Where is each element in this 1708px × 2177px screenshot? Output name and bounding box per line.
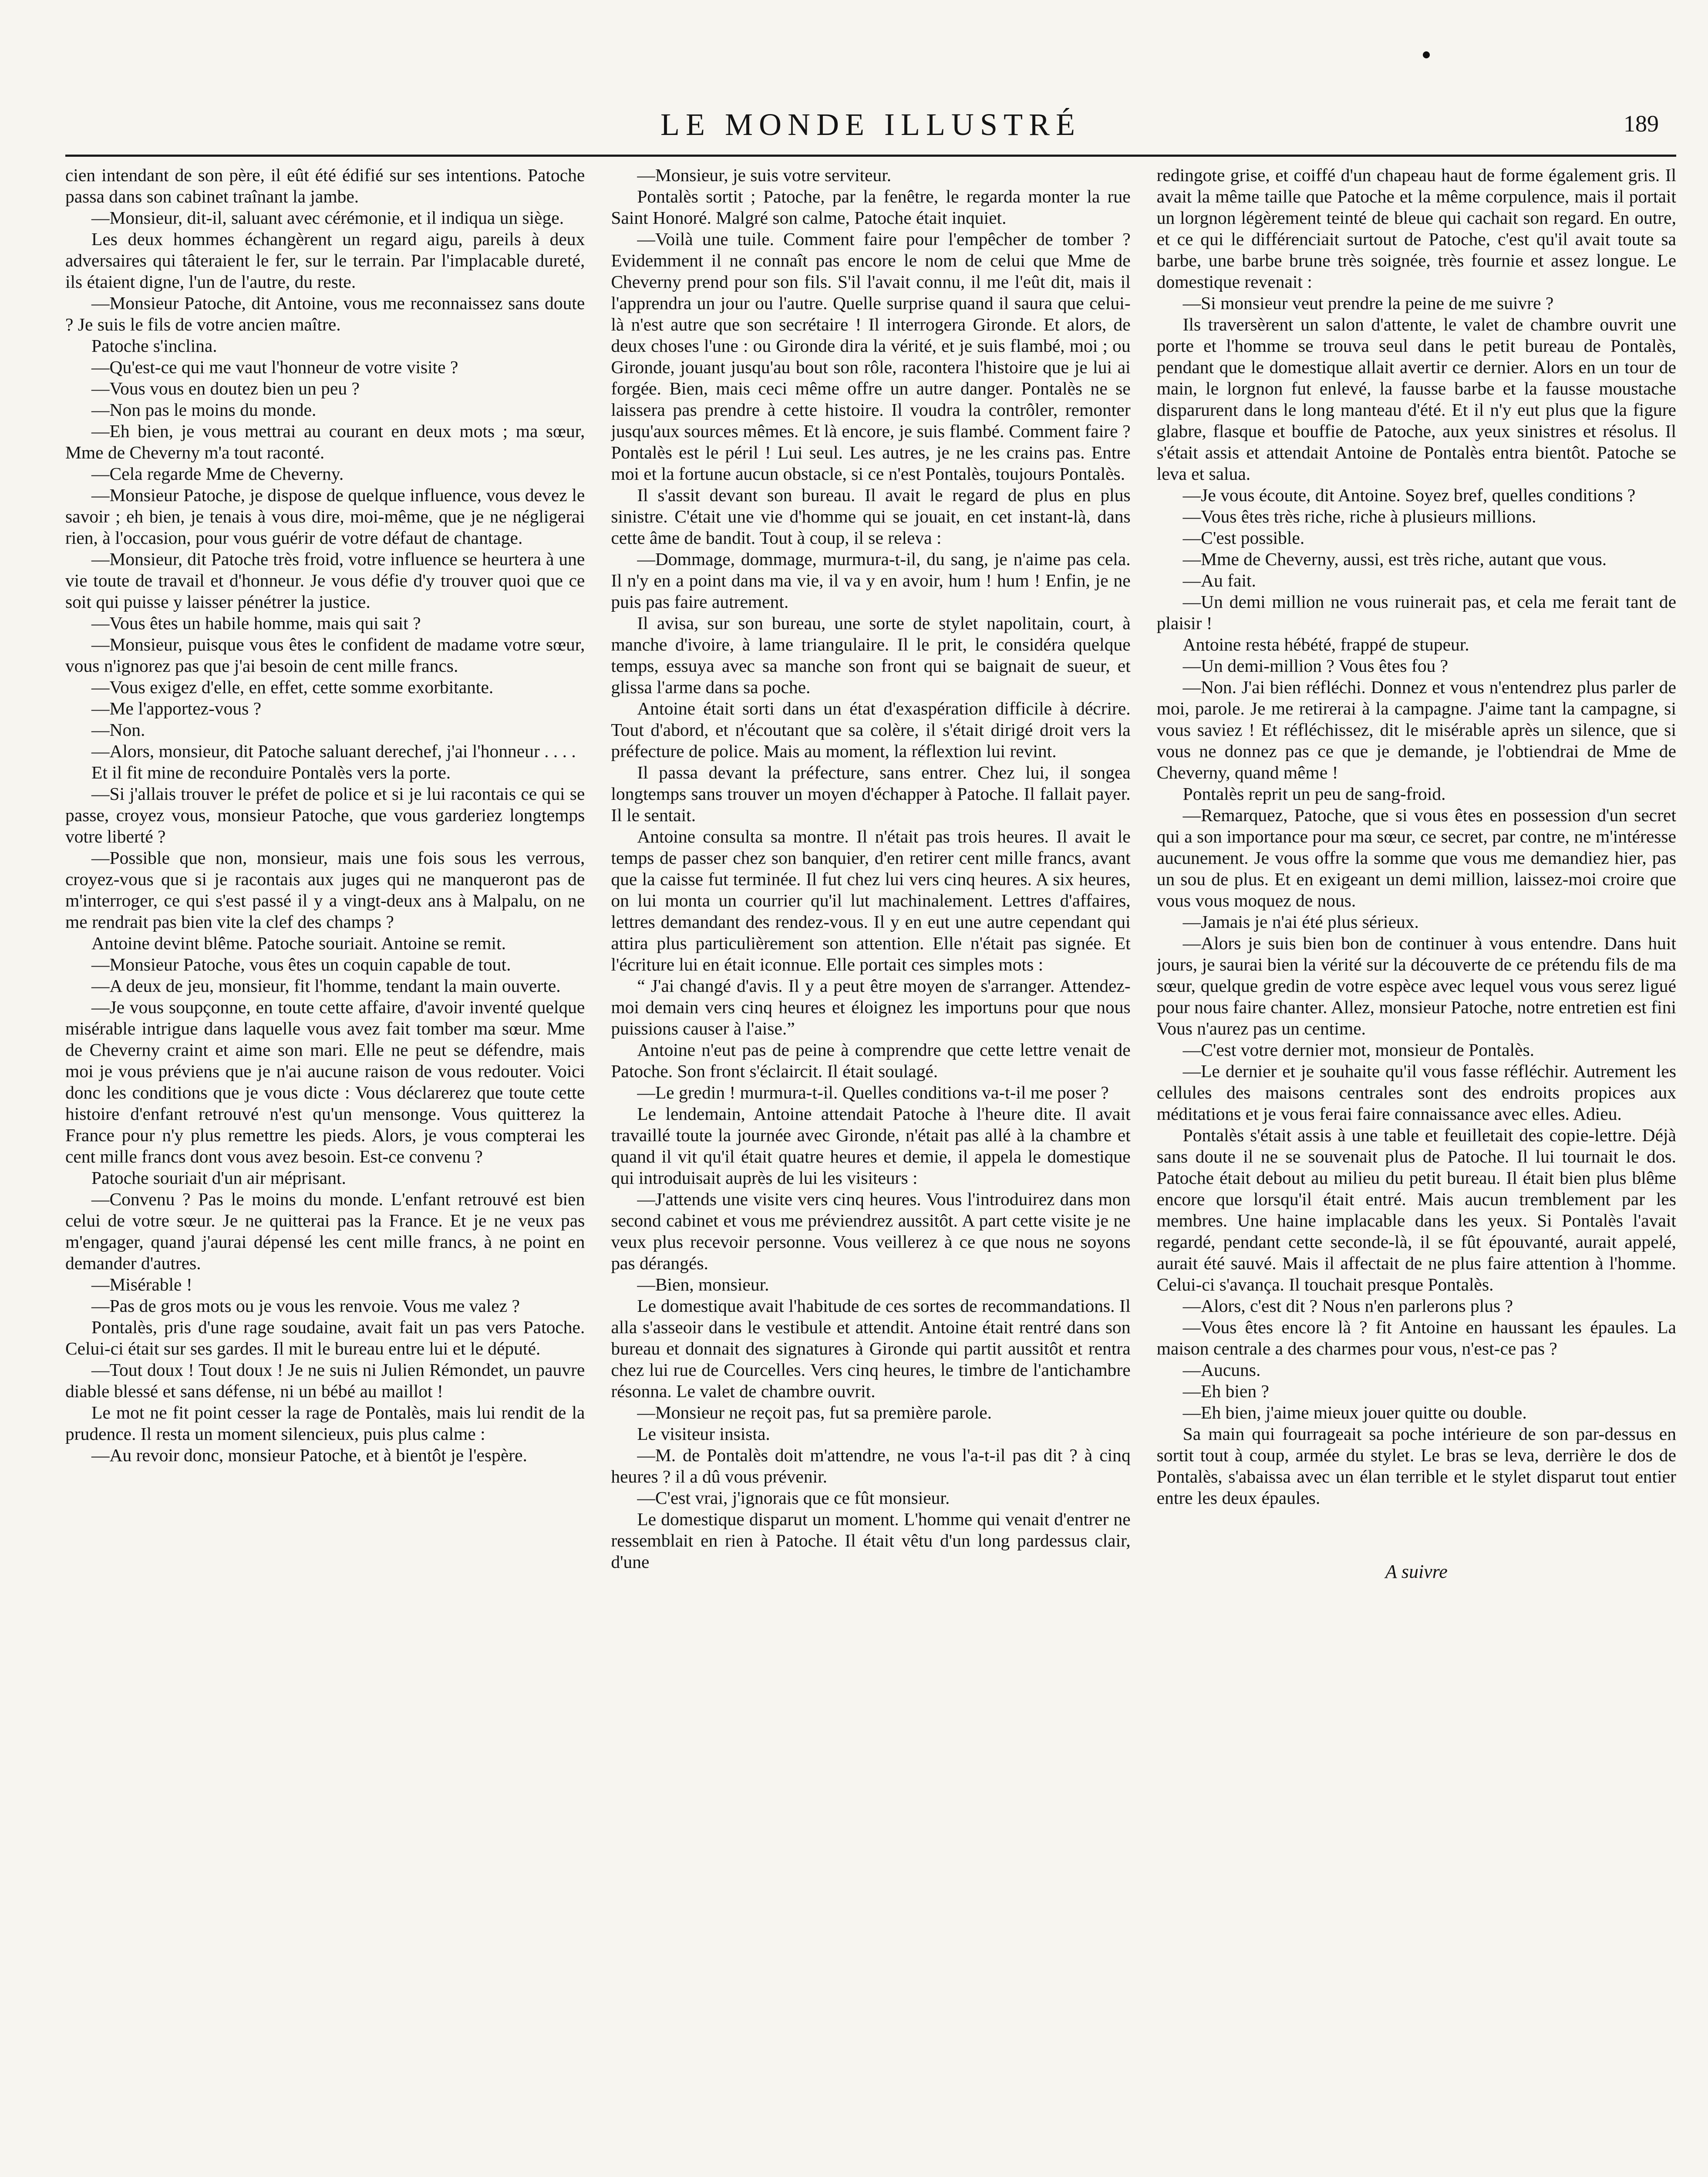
paragraph: —Eh bien, j'aime mieux jouer quitte ou double. [1182,1402,1527,1422]
column-1 [65,165,585,2177]
paragraph: —Vous êtes encore là ? fit Antoine en haussant les épaules. La maison centrale a des charmes pour vous, n'est-ce pas ? [1156,1317,1676,1358]
ink-speck [1423,51,1430,58]
paragraph: —Voilà une tuile. Comment faire pour l'empêcher de tomber ? Evidemment il ne connaît pas encore le nom de celui que Mme de Cheverny prend pour son fils. S'il l'avait connu, il me l'eût dit, mais il l'apprendra un jour ou l'autre. Quelle surprise quand il saura que celui-là n'est autre que son secrétaire ! Il interrogera Gironde. Et alors, de deux choses l'une : ou Gironde dira la vérité, et je suis flambé, moi ; ou Gironde, jouant jusqu'au bout son rôle, racontera l'histoire que je lui ai forgée. Bien, mais ceci même offre un autre danger. Pontalès ne se laissera pas prendre à cette histoire. Il voudra la contrôler, remonter jusqu'aux sources mêmes. Et là encore, je suis flambé. Comment faire ? Pontalès est le péril ! Lui seul. Les autres, je ne les crains pas. Entre moi et la fortune aucun obstacle, si ce n'est Pontalès, toujours Pontalès. [611,229,1131,484]
paragraph: “ J'ai changé d'avis. Il y a peut être moyen de s'arranger. Attendez-moi demain vers cinq heures et éloignez les importuns pour que nous puissions causer à l'aise.” [611,976,1131,1038]
paragraph: —A deux de jeu, monsieur, fit l'homme, tendant la main ouverte. [91,976,561,996]
paragraph: —Convenu ? Pas le moins du monde. L'enfant retrouvé est bien celui de votre sœur. Je ne quitterai pas la France. Et je ne veux pas m'engager, quand j'aurai dépensé les cent mille francs, à ne point en demander d'autres. [65,1189,585,1273]
page-number: 189 [1624,111,1659,137]
paragraph: —Mme de Cheverny, aussi, est très riche, autant que vous. [1182,549,1607,569]
paragraph: Patoche s'inclina. [91,336,217,356]
paragraph: —Monsieur, dit-il, saluant avec cérémonie, et il indiqua un siège. [91,208,564,228]
paragraph: —Au fait. [1182,570,1256,590]
paragraph: —Remarquez, Patoche, que si vous êtes en possession d'un secret qui a son importance pour ma sœur, ce secret, par contre, ne m'intéresse aucunement. Je vous offre la somme que vous me demandiez hier, pas un sou de plus. Et en exigeant un demi million, laissez-moi croire que vous vous moquez de nous. [1156,805,1676,910]
column-2 [611,165,1130,2177]
continuation-note: A suivre [1385,1561,1448,1582]
paragraph: —Qu'est-ce qui me vaut l'honneur de votre visite ? [91,357,458,377]
paragraph: —Monsieur, puisque vous êtes le confident de madame votre sœur, vous n'ignorez pas que j'ai besoin de cent mille francs. [65,634,585,676]
paragraph: —Bien, monsieur. [637,1274,769,1294]
paragraph: —Non pas le moins du monde. [91,400,317,420]
paragraph: Il s'assit devant son bureau. Il avait le regard de plus en plus sinistre. C'était une vie d'homme qui se jouait, en cet instant-là, dans cette âme de bandit. Tout à coup, il se releva : [611,485,1131,548]
paragraph: —Monsieur Patoche, dit Antoine, vous me reconnaissez sans doute ? Je suis le fils de votre ancien maître. [65,293,585,334]
paragraph: —Alors, monsieur, dit Patoche saluant derechef, j'ai l'honneur . . . . [91,741,576,761]
paragraph: —Vous exigez d'elle, en effet, cette somme exorbitante. [91,677,494,697]
column-3 [1157,165,1676,2177]
paragraph: —Alors, c'est dit ? Nous n'en parlerons plus ? [1182,1296,1513,1316]
paragraph: Pontalès, pris d'une rage soudaine, avait fait un pas vers Patoche. Celui-ci était sur ses gardes. Il mit le bureau entre lui et le député. [65,1317,585,1358]
text-columns [65,165,1676,2177]
paragraph: —Si j'allais trouver le préfet de police et si je lui racontais ce qui se passe, croyez vous, monsieur Patoche, que vous garderiez longtemps votre liberté ? [65,784,585,846]
paragraph: —Un demi-million ? Vous êtes fou ? [1182,656,1449,676]
paragraph: —J'attends une visite vers cinq heures. Vous l'introduirez dans mon second cabinet et vous me préviendrez aussitôt. A part cette visite je ne veux plus recevoir personne. Vous veillerez à ce que nous ne soyons pas dérangés. [611,1189,1131,1273]
paragraph: Et il fit mine de reconduire Pontalès vers la porte. [91,762,451,782]
paragraph: —Le gredin ! murmura-t-il. Quelles conditions va-t-il me poser ? [637,1082,1109,1102]
paragraph: Antoine resta hébété, frappé de stupeur. [1182,634,1469,654]
paragraph: —Tout doux ! Tout doux ! Je ne suis ni Julien Rémondet, un pauvre diable blessé et sans défense, ni un bébé au maillot ! [65,1360,585,1401]
paragraph: —Misérable ! [91,1274,192,1294]
paragraph: —Vous êtes très riche, riche à plusieurs millions. [1182,506,1536,526]
masthead-title: LE MONDE ILLUSTRÉ [660,107,1081,142]
paragraph: Les deux hommes échangèrent un regard aigu, pareils à deux adversaires qui tâteraient le fer, sur le terrain. Par l'implacable dureté, ils étaient digne, l'un de l'autre, du reste. [65,229,585,292]
paragraph: Le domestique avait l'habitude de ces sortes de recommandations. Il alla s'asseoir dans le vestibule et attendit. Antoine était rentré dans son bureau et donnait des signatures à Gironde qui partit aussitôt et rentra chez lui rue de Courcelles. Vers cinq heures, le timbre de l'antichambre résonna. Le valet de chambre ouvrit. [611,1296,1131,1401]
paragraph: Antoine était sorti dans un état d'exaspération difficile à décrire. Tout d'abord, et n'écoutant que sa colère, il s'était dirigé droit vers la préfecture de police. Mais au moment, la réflextion lui revint. [611,698,1131,761]
paragraph: —Vous vous en doutez bien un peu ? [91,378,360,398]
paragraph: —Jamais je n'ai été plus sérieux. [1182,912,1419,932]
paragraph: Il passa devant la préfecture, sans entrer. Chez lui, il songea longtemps sans trouver un moyen d'échapper à Patoche. Il fallait payer. Il le sentait. [611,762,1131,825]
paragraph: —Non. [91,720,145,740]
paragraph: Ils traversèrent un salon d'attente, le valet de chambre ouvrit une porte et l'homme se trouva seul dans le petit bureau de Pontalès, pendant que le domestique allait avertir ce dernier. Alors en un tour de main, le lorgnon fut enlevé, la fausse barbe et la fausse moustache disparurent dans le long manteau d'été. Et il n'y eut plus que la figure glabre, flasque et bouffie de Patoche, aux yeux sinistres et résolus. Il s'était assis et attendait Antoine de Pontalès entra bientôt. Patoche se leva et salua. [1156,314,1676,484]
paragraph: —Je vous écoute, dit Antoine. Soyez bref, quelles conditions ? [1182,485,1636,505]
paragraph: Pontalès reprit un peu de sang-froid. [1182,784,1446,804]
paragraph: —Je vous soupçonne, en toute cette affaire, d'avoir inventé quelque misérable intrigue dans laquelle vous avez fait tomber ma sœur. Mme de Cheverny craint et aime son mari. Elle ne peut se défendre, mais moi je vous préviens que je n'ai aucune raison de vous redouter. Voici donc les conditions que je vous dicte : Vous déclarerez que toute cette histoire d'enfant retrouvé n'est qu'un mensonge. Vous quitterez la France pour n'y plus remettre les pieds. Alors, je vous compterai les cent mille francs dont vous avez besoin. Est-ce convenu ? [65,997,585,1166]
paragraph: —Monsieur, je suis votre serviteur. [637,165,892,185]
column-3-body [1157,165,1676,1509]
paragraph: Le mot ne fit point cesser la rage de Pontalès, mais lui rendit de la prudence. Il resta un moment silencieux, puis plus calme : [65,1402,585,1444]
paragraph: Pontalès sortit ; Patoche, par la fenêtre, le regarda monter la rue Saint Honoré. Malgré son calme, Patoche était inquiet. [611,186,1131,228]
paragraph: —Monsieur Patoche, je dispose de quelque influence, vous devez le savoir ; eh bien, je tenais à vous dire, moi-même, que je ne négligerai rien, à l'occasion, pour vous guérir de votre défaut de chantage. [65,485,585,548]
paragraph: —Me l'apportez-vous ? [91,698,262,718]
paragraph: Antoine devint blême. Patoche souriait. Antoine se remit. [91,933,506,953]
paragraph: —Non. J'ai bien réfléchi. Donnez et vous n'entendrez plus parler de moi, parole. Je me retirerai à la campagne. J'aime tant la campagne, si vous saviez ! Et réfléchissez, dit le misérable après un silence, que si vous ne donnez pas ce que je demande, je l'obtiendrai de Mme de Cheverny, quand même ! [1156,677,1676,782]
paragraph: —Eh bien ? [1182,1381,1269,1401]
paragraph: —Eh bien, je vous mettrai au courant en deux mots ; ma sœur, Mme de Cheverny m'a tout raconté. [65,421,585,462]
paragraph: Le lendemain, Antoine attendait Patoche à l'heure dite. Il avait travaillé toute la journée avec Gironde, n'était pas allé à la chambre et quand il vit qu'il était quatre heures et demie, il appela le domestique qui introduisait auprès de lui les visiteurs : [611,1104,1131,1188]
paragraph: —Monsieur ne reçoit pas, fut sa première parole. [637,1402,992,1422]
paragraph: Le visiteur insista. [637,1424,770,1444]
paragraph: —C'est possible. [1182,528,1305,548]
paragraph: Pontalès s'était assis à une table et feuilletait des copie-lettre. Déjà sans doute il ne se souvenait plus de Patoche. Il lui tournait le dos. Patoche était debout au milieu du petit bureau. Il était bien plus blême encore que lorsqu'il était entré. Mais aucun tremblement par les membres. Une haine implacable dans les yeux. Si Pontalès l'avait regardé, pendant cette seconde-là, il se fût épouvanté, aurait appelé, aurait été sauvé. Mais il affectait de ne plus faire attention à l'homme. Celui-ci s'avança. Il touchait presque Pontalès. [1156,1125,1676,1294]
paragraph: —Monsieur, dit Patoche très froid, votre influence se heurtera à une vie toute de travail et d'honneur. Je vous défie d'y trouver quoi que ce soit qui puisse y laisser pénétrer la justice. [65,549,585,612]
paragraph: Sa main qui fourrageait sa poche intérieure de son par-dessus en sortit tout à coup, armée du stylet. Le bras se leva, derrière le dos de Pontalès, s'abaissa avec un élan terrible et le stylet disparut tout entier entre les deux épaules. [1156,1424,1676,1508]
paragraph: —Pas de gros mots ou je vous les renvoie. Vous me valez ? [91,1296,520,1316]
paragraph: —Dommage, dommage, murmura-t-il, du sang, je n'aime pas cela. Il n'y en a point dans ma vie, il va y en avoir, hum ! hum ! Enfin, je ne puis pas faire autrement. [611,549,1131,612]
paragraph: —Vous êtes un habile homme, mais qui sait ? [91,613,421,633]
paragraph: —Monsieur Patoche, vous êtes un coquin capable de tout. [91,954,511,974]
paragraph: Antoine consulta sa montre. Il n'était pas trois heures. Il avait le temps de passer chez son banquier, d'en retirer cent mille francs, avant que la caisse fut terminée. Il fut chez lui vers cinq heures. A six heures, on lui monta un courrier qu'il lut machinalement. Lettres d'affaires, lettres demandant des rendez-vous. Il y en eut une autre cependant qui attira plus particulièrement son attention. Elle n'était pas signée. Et l'écriture lui en était iconnue. Elle portait ces simples mots : [611,826,1131,974]
paragraph: —Aucuns. [1182,1360,1261,1380]
paragraph: Patoche souriait d'un air méprisant. [91,1168,346,1188]
paragraph: Il avisa, sur son bureau, une sorte de stylet napolitain, court, à manche d'ivoire, à lame triangulaire. Il le prit, le considéra quelque temps, essuya avec sa manche son front qui se baignait de sueur, et glissa l'arme dans sa poche. [611,613,1131,697]
paragraph: —Le dernier et je souhaite qu'il vous fasse réfléchir. Autrement les cellules des maisons centrales sont des endroits propices aux méditations et je vous ferai faire connaissance avec elles. Adieu. [1156,1061,1676,1124]
paragraph: cien intendant de son père, il eût été édifié sur ses intentions. Patoche passa dans son cabinet traînant la jambe. [65,165,585,206]
paragraph: Antoine n'eut pas de peine à comprendre que cette lettre venait de Patoche. Son front s'éclaircit. Il était soulagé. [611,1040,1131,1081]
paragraph: —Au revoir donc, monsieur Patoche, et à bientôt je l'espère. [91,1445,527,1465]
paragraph: —C'est vrai, j'ignorais que ce fût monsieur. [637,1488,950,1508]
paragraph: —C'est votre dernier mot, monsieur de Pontalès. [1182,1040,1535,1060]
page-header [65,107,1676,155]
paragraph: —M. de Pontalès doit m'attendre, ne vous l'a-t-il pas dit ? à cinq heures ? il a dû vous prévenir. [611,1445,1131,1486]
paragraph: —Alors je suis bien bon de continuer à vous entendre. Dans huit jours, je saurai bien la vérité sur la découverte de ce prétendu fils de ma sœur, quelque gredin de votre espèce avec lequel vous vous serez ligué pour nous faire chanter. Allez, monsieur Patoche, notre entretien est fini Vous n'aurez pas un centime. [1156,933,1676,1038]
paragraph: redingote grise, et coiffé d'un chapeau haut de forme également gris. Il avait la même taille que Patoche et la même corpulence, mais il portait un lorgnon légèrement teinté de bleue qui cachait son regard. En outre, et ce qui le différenciait surtout de Patoche, c'est qu'il avait toute sa barbe, une barbe brune très soignée, très fournie et assez longue. Le domestique revenait : [1156,165,1676,292]
paragraph: —Si monsieur veut prendre la peine de me suivre ? [1182,293,1554,313]
paragraph: Le domestique disparut un moment. L'homme qui venait d'entrer ne ressemblait en rien à Patoche. Il était vêtu d'un long pardessus clair, d'une [611,1509,1131,1572]
paragraph: —Cela regarde Mme de Cheverny. [91,464,344,484]
header-rule [65,155,1676,157]
paragraph: —Un demi million ne vous ruinerait pas, et cela me ferait tant de plaisir ! [1156,592,1676,633]
paragraph: —Possible que non, monsieur, mais une fois sous les verrous, croyez-vous que si je racontais aux juges qui ne manqueront pas de m'interroger, ce qui s'est passé il y a vingt-deux ans à Malpalu, on ne me rendrait pas bien vite la clef des champs ? [65,848,585,932]
